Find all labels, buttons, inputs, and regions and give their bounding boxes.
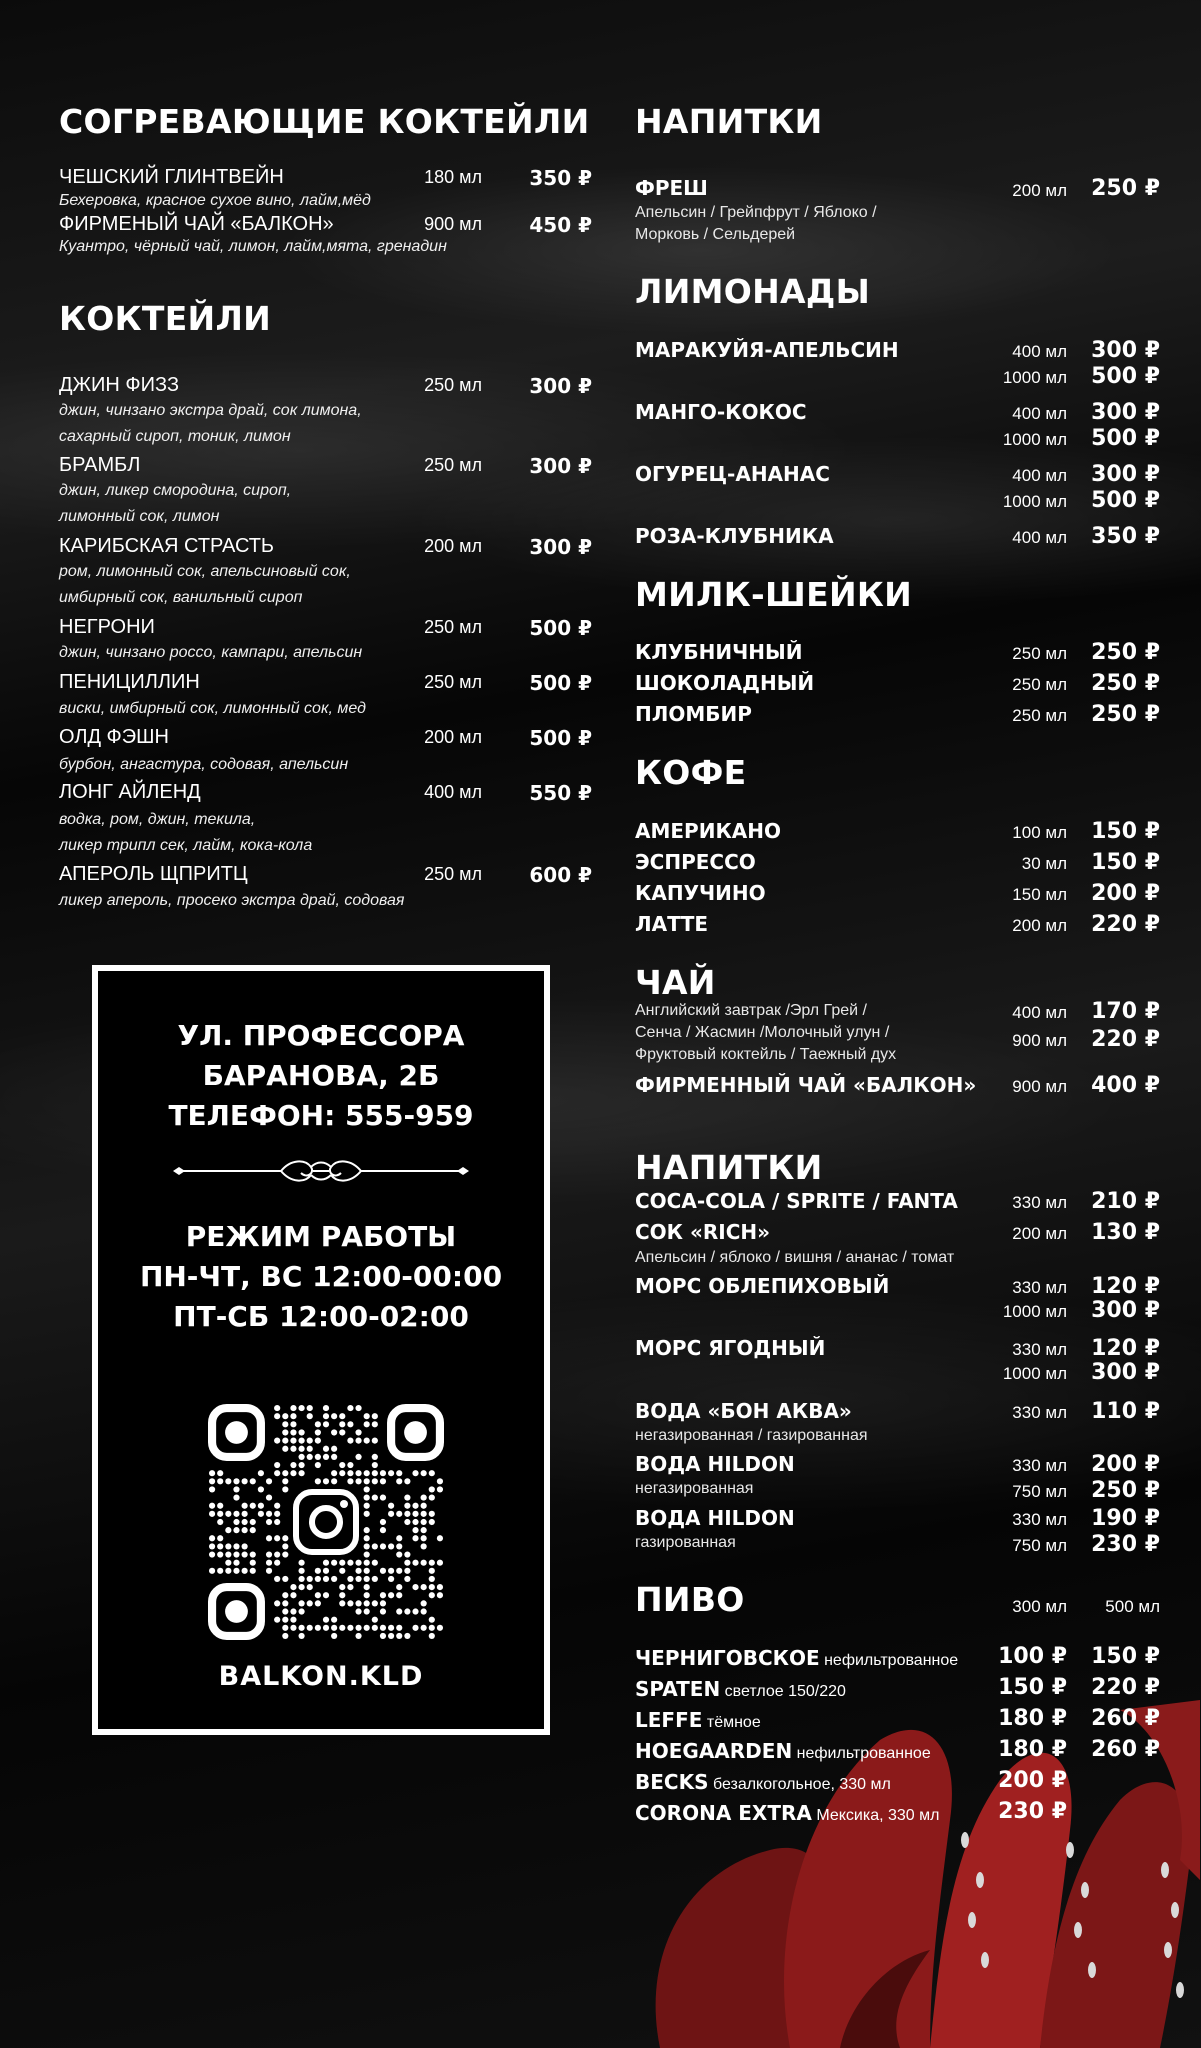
menu-item-name: HOEGAARDEN xyxy=(635,1739,793,1763)
menu-item-volume: 1000 мл xyxy=(1002,368,1067,387)
menu-item-price: 300 ₽ xyxy=(529,535,592,559)
menu-item-volume: 200 мл xyxy=(1012,181,1067,200)
menu-item-name: ЛАТТЕ xyxy=(635,912,709,936)
menu-item-name: BECKS xyxy=(635,1770,709,1794)
menu-item-price: 120 ₽ xyxy=(1091,1336,1160,1361)
menu-item-price: 300 ₽ xyxy=(1091,1298,1160,1323)
menu-item-volume: 250 мл xyxy=(1012,706,1067,725)
menu-item-note: тёмное xyxy=(706,1714,761,1731)
menu-item-volume: 200 мл xyxy=(424,727,482,747)
menu-item-desc: виски, имбирный сок, лимонный сок, мед xyxy=(59,700,366,717)
menu-item-volume: 400 мл xyxy=(1012,404,1067,423)
menu-item-price: 150 ₽ xyxy=(1091,850,1160,875)
menu-item-desc: лимонный сок, лимон xyxy=(59,508,220,525)
menu-item-price: 500 ₽ xyxy=(529,616,592,640)
menu-item-name: ОЛД ФЭШН xyxy=(59,726,169,748)
menu-item-price: 500 ₽ xyxy=(529,671,592,695)
menu-item-volume: 250 мл xyxy=(1012,675,1067,694)
menu-item-desc: Фруктовый коктейль / Таежный дух xyxy=(635,1046,897,1063)
menu-item-price: 110 ₽ xyxy=(1091,1399,1160,1424)
menu-item-price: 500 ₽ xyxy=(1091,426,1160,451)
menu-item-name: ШОКОЛАДНЫЙ xyxy=(635,671,815,695)
menu-item-name: ВОДА «БОН АКВА» xyxy=(635,1399,852,1423)
menu-item-price: 550 ₽ xyxy=(529,781,592,805)
beer-row xyxy=(635,1708,761,1732)
menu-item-price: 200 ₽ xyxy=(1091,1452,1160,1477)
menu-item-name: РОЗА-КЛУБНИКА xyxy=(635,524,834,548)
menu-item-volume: 1000 мл xyxy=(1002,1364,1067,1383)
menu-item-desc: сахарный сироп, тоник, лимон xyxy=(59,428,291,445)
menu-item-price: 150 ₽ xyxy=(1091,819,1160,844)
beer-col-header: 500 мл xyxy=(1105,1597,1160,1616)
menu-item-desc: водка, ром, джин, текила, xyxy=(59,811,256,828)
menu-item-volume: 200 мл xyxy=(424,536,482,556)
menu-item-desc: джин, чинзано экстра драй, сок лимона, xyxy=(59,402,362,419)
menu-item-name: ПЛОМБИР xyxy=(635,702,752,726)
menu-item-volume: 150 мл xyxy=(1012,885,1067,904)
menu-item-price: 250 ₽ xyxy=(1091,640,1160,665)
beer-title: ПИВО xyxy=(635,1580,745,1619)
menu-item-price: 500 ₽ xyxy=(529,726,592,750)
menu-item-name: LEFFE xyxy=(635,1708,703,1732)
menu-item-desc: Куантро, чёрный чай, лимон, лайм,мята, гренадин xyxy=(59,238,447,255)
menu-item-volume: 330 мл xyxy=(1012,1340,1067,1359)
menu-item-price: 250 ₽ xyxy=(1091,671,1160,696)
menu-item-volume: 750 мл xyxy=(1012,1482,1067,1501)
menu-item-price: 230 ₽ xyxy=(1091,1532,1160,1557)
menu-item-name: КАРИБСКАЯ СТРАСТЬ xyxy=(59,535,275,557)
menu-item-desc: ликер апероль, просеко экстра драй, содовая xyxy=(59,892,405,909)
menu-item-desc: имбирный сок, ванильный сироп xyxy=(59,589,303,606)
menu-item-volume: 400 мл xyxy=(1012,528,1067,547)
menu-item-note: нефильтрованное xyxy=(796,1745,931,1762)
menu-item-desc: газированная xyxy=(635,1534,736,1551)
menu-item-desc: Английский завтрак /Эрл Грей / xyxy=(635,1002,867,1019)
beer-row xyxy=(635,1739,931,1763)
menu-item-price: 230 ₽ xyxy=(998,1799,1067,1824)
menu-item-price: 200 ₽ xyxy=(1091,881,1160,906)
menu-item-desc: бурбон, ангастура, содовая, апельсин xyxy=(59,756,349,773)
menu-item-name: БРАМБЛ xyxy=(59,454,141,476)
menu-item-price: 100 ₽ xyxy=(998,1644,1067,1669)
address-line: БАРАНОВА, 2Б xyxy=(202,1059,440,1092)
menu-item-price: 300 ₽ xyxy=(1091,462,1160,487)
menu-item-volume: 330 мл xyxy=(1012,1278,1067,1297)
qr-code-icon[interactable] xyxy=(208,1404,444,1640)
menu-item-volume: 250 мл xyxy=(1012,644,1067,663)
menu-item-desc: Сенча / Жасмин /Молочный улун / xyxy=(635,1024,890,1041)
phone-number: ТЕЛЕФОН: 555-959 xyxy=(168,1099,474,1132)
menu-item-volume: 1000 мл xyxy=(1002,1302,1067,1321)
menu-item-name: CORONA EXTRA xyxy=(635,1801,812,1825)
menu-item-name: COCA-COLA / SPRITE / FANTA xyxy=(635,1189,958,1213)
menu-item-price: 180 ₽ xyxy=(998,1737,1067,1762)
address-line: УЛ. ПРОФЕССОРА xyxy=(177,1019,465,1052)
menu-item-name: ФИРМЕННЫЙ ЧАЙ «БАЛКОН» xyxy=(635,1073,977,1097)
menu-item-desc: негазированная / газированная xyxy=(635,1427,868,1444)
menu-item-volume: 400 мл xyxy=(1012,466,1067,485)
menu-item-price: 300 ₽ xyxy=(529,374,592,398)
menu-item-price: 500 ₽ xyxy=(1091,364,1160,389)
menu-item-name: СОК «RICH» xyxy=(635,1220,771,1244)
menu-item-note: безалкогольное, 330 мл xyxy=(712,1776,891,1793)
menu-item-desc: джин, чинзано россо, кампари, апельсин xyxy=(59,644,363,661)
menu-item-volume: 330 мл xyxy=(1012,1456,1067,1475)
menu-item-name: АПЕРОЛЬ ЩПРИТЦ xyxy=(59,863,248,885)
menu-item-name: МОРС ЯГОДНЫЙ xyxy=(635,1336,826,1360)
milkshakes-title: МИЛК-ШЕЙКИ xyxy=(635,575,913,614)
ornament-divider-icon xyxy=(173,1151,469,1191)
menu-item-price: 220 ₽ xyxy=(1091,1027,1160,1052)
menu-item-volume: 1000 мл xyxy=(1002,492,1067,511)
menu-item-desc: ром, лимонный сок, апельсиновый сок, xyxy=(59,563,351,580)
menu-item-price: 350 ₽ xyxy=(529,166,592,190)
menu-item-price: 220 ₽ xyxy=(1091,1675,1160,1700)
menu-item-price: 210 ₽ xyxy=(1091,1189,1160,1214)
instagram-handle: BALKON.KLD xyxy=(218,1661,424,1692)
menu-item-price: 170 ₽ xyxy=(1091,999,1160,1024)
tea-title: ЧАЙ xyxy=(635,963,716,1002)
menu-item-price: 600 ₽ xyxy=(529,863,592,887)
hours-line: ПТ-СБ 12:00-02:00 xyxy=(173,1300,469,1333)
menu-item-name: ВОДА HILDON xyxy=(635,1506,795,1530)
menu-item-name: МАНГО-КОКОС xyxy=(635,400,807,424)
menu-item-name: SPATEN xyxy=(635,1677,721,1701)
menu-item-volume: 100 мл xyxy=(1012,823,1067,842)
menu-item-volume: 330 мл xyxy=(1012,1193,1067,1212)
menu-item-desc: Морковь / Сельдерей xyxy=(635,226,796,243)
menu-item-price: 180 ₽ xyxy=(998,1706,1067,1731)
menu-item-volume: 200 мл xyxy=(1012,1224,1067,1243)
menu-item-name: ДЖИН ФИЗЗ xyxy=(59,374,180,396)
menu-item-name: МАРАКУЙЯ-АПЕЛЬСИН xyxy=(635,338,899,362)
coffee-title: КОФЕ xyxy=(635,753,747,792)
menu-item-volume: 330 мл xyxy=(1012,1510,1067,1529)
menu-item-desc: ликер трипл сек, лайм, кока-кола xyxy=(59,837,313,854)
menu-item-name: ПЕНИЦИЛЛИН xyxy=(59,671,200,693)
menu-item-price: 300 ₽ xyxy=(529,454,592,478)
menu-item-note: нефильтрованное xyxy=(824,1652,959,1669)
beer-row xyxy=(635,1770,891,1794)
warm-cocktails-title: СОГРЕВАЮЩИЕ КОКТЕЙЛИ xyxy=(59,102,590,141)
menu-item-volume: 250 мл xyxy=(424,617,482,637)
menu-item-name: ВОДА HILDON xyxy=(635,1452,795,1476)
menu-item-desc: Апельсин / яблоко / вишня / ананас / томат xyxy=(635,1249,955,1266)
menu-item-desc: Бехеровка, красное сухое вино, лайм,мёд xyxy=(59,192,371,209)
menu-item-name: КЛУБНИЧНЫЙ xyxy=(635,640,803,664)
menu-item-volume: 200 мл xyxy=(1012,916,1067,935)
menu-item-name: НЕГРОНИ xyxy=(59,616,155,638)
menu-item-volume: 900 мл xyxy=(1012,1031,1067,1050)
menu-item-price: 190 ₽ xyxy=(1091,1506,1160,1531)
menu-item-volume: 900 мл xyxy=(424,214,482,234)
menu-item-desc: Апельсин / Грейпфрут / Яблоко / xyxy=(635,204,877,221)
menu-item-volume: 400 мл xyxy=(1012,342,1067,361)
menu-item-volume: 180 мл xyxy=(424,167,482,187)
menu-item-volume: 750 мл xyxy=(1012,1536,1067,1555)
menu-item-price: 220 ₽ xyxy=(1091,912,1160,937)
menu-item-volume: 250 мл xyxy=(424,672,482,692)
menu-item-price: 120 ₽ xyxy=(1091,1274,1160,1299)
menu-item-name: ЭСПРЕССО xyxy=(635,850,756,874)
menu-item-volume: 400 мл xyxy=(424,782,482,802)
info-box xyxy=(92,965,550,1735)
menu-item-price: 250 ₽ xyxy=(1091,1478,1160,1503)
menu-item-price: 130 ₽ xyxy=(1091,1220,1160,1245)
menu-item-price: 250 ₽ xyxy=(1091,702,1160,727)
menu-item-volume: 250 мл xyxy=(424,864,482,884)
drinks-title: НАПИТКИ xyxy=(635,1148,823,1187)
menu-item-name: АМЕРИКАНО xyxy=(635,819,782,843)
menu-item-desc: негазированная xyxy=(635,1480,754,1497)
menu-item-name: ЛОНГ АЙЛЕНД xyxy=(59,781,201,803)
menu-item-price: 150 ₽ xyxy=(1091,1644,1160,1669)
menu-item-price: 200 ₽ xyxy=(998,1768,1067,1793)
beer-col-header: 300 мл xyxy=(1012,1597,1067,1616)
menu-item-volume: 1000 мл xyxy=(1002,430,1067,449)
menu-item-price: 250 ₽ xyxy=(1091,176,1160,201)
menu-item-desc: джин, ликер смородина, сироп, xyxy=(59,482,292,499)
menu-item-name: ЧЕРНИГОВСКОЕ xyxy=(635,1646,820,1670)
menu-item-volume: 250 мл xyxy=(424,375,482,395)
menu-item-name: ФИРМЕНЫЙ ЧАЙ «БАЛКОН» xyxy=(59,213,334,235)
menu-item-volume: 30 мл xyxy=(1021,854,1067,873)
menu-item-note: Мексика, 330 мл xyxy=(816,1807,940,1824)
hours-title: РЕЖИМ РАБОТЫ xyxy=(185,1220,457,1253)
menu-item-price: 260 ₽ xyxy=(1091,1737,1160,1762)
menu-item-volume: 250 мл xyxy=(424,455,482,475)
menu-item-price: 300 ₽ xyxy=(1091,1360,1160,1385)
menu-item-name: ОГУРЕЦ-АНАНАС xyxy=(635,462,830,486)
menu-item-volume: 400 мл xyxy=(1012,1003,1067,1022)
menu-item-name: КАПУЧИНО xyxy=(635,881,766,905)
menu-item-note: светлое 150/220 xyxy=(724,1683,846,1700)
menu-item-price: 500 ₽ xyxy=(1091,488,1160,513)
menu-item-price: 400 ₽ xyxy=(1091,1073,1160,1098)
menu-item-volume: 330 мл xyxy=(1012,1403,1067,1422)
menu-item-name: МОРС ОБЛЕПИХОВЫЙ xyxy=(635,1274,890,1298)
menu-item-price: 300 ₽ xyxy=(1091,338,1160,363)
menu-item-price: 260 ₽ xyxy=(1091,1706,1160,1731)
menu-item-price: 300 ₽ xyxy=(1091,400,1160,425)
cocktails-title: КОКТЕЙЛИ xyxy=(59,299,272,338)
beer-row xyxy=(635,1801,939,1825)
beer-row xyxy=(635,1646,958,1670)
menu-item-price: 450 ₽ xyxy=(529,213,592,237)
menu-item-volume: 900 мл xyxy=(1012,1077,1067,1096)
lemonades-title: ЛИМОНАДЫ xyxy=(635,272,871,311)
menu-item-price: 350 ₽ xyxy=(1091,524,1160,549)
menu-item-name: ЧЕШСКИЙ ГЛИНТВЕЙН xyxy=(59,166,284,188)
menu-item-price: 150 ₽ xyxy=(998,1675,1067,1700)
drinks-top-title: НАПИТКИ xyxy=(635,102,823,141)
beer-row xyxy=(635,1677,846,1701)
hours-line: ПН-ЧТ, ВС 12:00-00:00 xyxy=(139,1260,503,1293)
menu-item-name: ФРЕШ xyxy=(635,176,708,200)
